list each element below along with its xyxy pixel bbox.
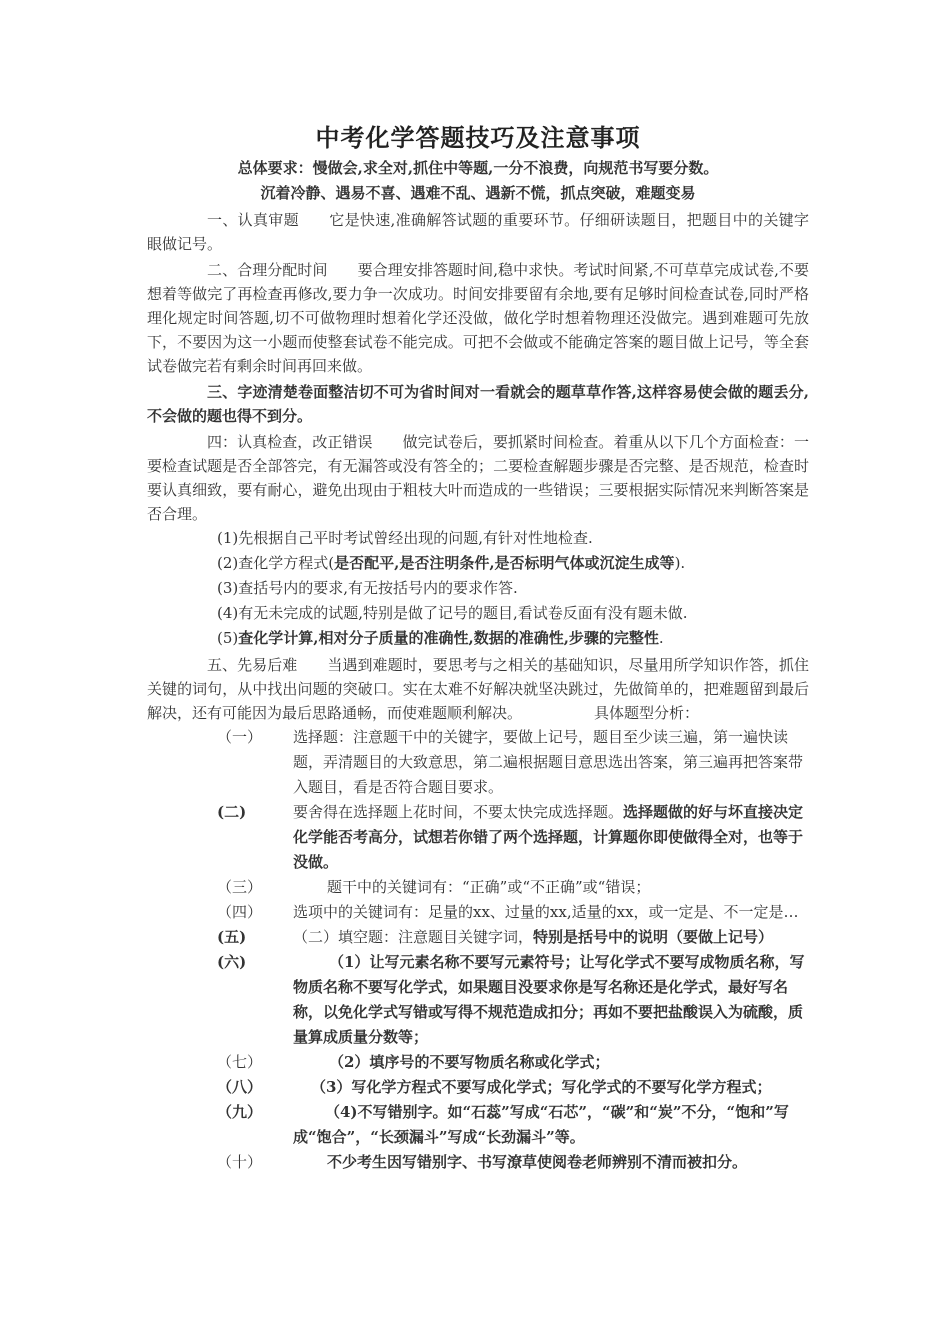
list-item-5 (147, 925, 809, 950)
list-item-number: (六) (217, 953, 247, 971)
list-item-text-body: （4)不写错别字。如“石蕊”写成“石芯”，“碳”和“炭”不分，“饱和”写成“饱合”，“长颈漏斗”写成“长劲漏斗”等。 (293, 1103, 789, 1146)
check-item-2 (147, 551, 809, 576)
list-item-text: 题干中的关键词有：“正确”或“不正确”或“错误； (327, 878, 651, 896)
section-2-heading: 二、合理分配时间 (207, 261, 328, 279)
section-5-heading: 五、先易后难 (207, 656, 298, 674)
list-item-number: （四） (217, 903, 263, 921)
list-item-3 (147, 875, 809, 900)
list-item-number: （十） (217, 1153, 263, 1171)
list-item-number: （七） (217, 1053, 263, 1071)
check-item-5-prefix: (5) (217, 629, 239, 647)
list-item-2 (147, 800, 809, 875)
section-5 (147, 653, 809, 725)
list-item-text-bold: 让写元素名称不要写元素符号；让写化学式不要写成物质名称，写物质名称不要写化学式，如果题目没要求你是写名称还是化学式，最好写名称，以免化学式写错或写得不规范造成扣分；再如不要把盐酸误入为硫酸，质量算成质量分数等； (293, 953, 805, 1046)
list-item-text: （2）填序号的不要写物质名称或化学式； (329, 1053, 610, 1071)
section-5-text: 当遇到难题时，要思考与之相关的基础知识，尽量用所学知识作答，抓住关键的词句，从中找出问题的突破口。实在太难不好解决就坚决跳过，先做简单的，把难题留到最后解决，还有可能因为最后思路通畅，而使难题顺利解决。 (147, 656, 809, 722)
list-item-text (293, 950, 809, 1050)
check-item-3: (3)查括号内的要求,有无按括号内的要求作答. (217, 579, 518, 597)
section-3: 三、字迹清楚卷面整洁切不可为省时间对一看就会的题草草作答,这样容易使会做的题丢分,不会做的题也得不到分。 (147, 383, 809, 425)
list-item-text-bold: 特别是括号中的说明（要做上记号） (533, 928, 774, 946)
list-item-text-prefix: （1） (329, 953, 370, 971)
list-item-number: (五) (217, 928, 247, 946)
list-item-text: 选项中的关键词有：足量的xx、过量的xx,适量的xx，或一定是、不一定是… (293, 903, 799, 921)
document-body (147, 120, 809, 1175)
list-item-number: （八） (217, 1078, 263, 1096)
section-4-text: 做完试卷后，要抓紧时间检查。着重从以下几个方面检查：一要检查试题是否全部答完，有无漏答或没有答全的；二要检查解题步骤是否完整、是否规范，检查时要认真细致，要有耐心，避免出现由于粗枝大叶而造成的一些错误；三要根据实际情况来判断答案是否合理。 (147, 433, 809, 523)
list-item-text (293, 800, 809, 875)
list-item-9 (147, 1100, 809, 1150)
list-item-number: （一） (217, 728, 263, 746)
list-item-number: （九） (217, 1103, 263, 1121)
check-item-2-bold: 是否配平,是否注明条件,是否标明气体或沉淀生成等 (334, 554, 675, 572)
section-5-tail: 具体题型分析： (594, 704, 700, 722)
section-2 (147, 258, 809, 378)
list-item-text (293, 1100, 809, 1150)
list-item-text: （3）写化学方程式不要写成化学式；写化学式的不要写化学方程式； (311, 1078, 772, 1096)
check-item-4: (4)有无未完成的试题,特别是做了记号的题目,看试卷反面有没有题未做. (217, 604, 688, 622)
check-item-2-prefix: (2)查化学方程式( (217, 554, 335, 572)
page-title: 中考化学答题技巧及注意事项 (315, 123, 641, 152)
list-item-6 (147, 950, 809, 1050)
check-item-2-suffix: ). (674, 554, 686, 572)
section-4 (147, 430, 809, 526)
section-1-text: 它是快速,准确解答试题的重要环节。仔细研读题目，把题目中的关键字眼做记号。 (147, 211, 809, 253)
section-1 (147, 208, 809, 256)
list-item-1 (147, 725, 809, 800)
list-item-text: 不少考生因写错别字、书写潦草使阅卷老师辨别不清而被扣分。 (327, 1153, 748, 1171)
list-item-text: 选择题：注意题干中的关键字，要做上记号，题目至少读三遍，第一遍快读题，弄清题目的大致意思，第二遍根据题目意思选出答案，第三遍再把答案带入题目，看是否符合题目要求。 (293, 728, 804, 796)
list-item-text (293, 925, 809, 950)
section-2-text: 要合理安排答题时间,稳中求快。考试时间紧,不可草草完成试卷,不要想着等做完了再检查再修改,要力争一次成功。时间安排要留有余地,要有足够时间检查试卷,同时严格理化规定时间答题,切不可做物理时想着化学还没做，做化学时想着物理还没做完。遇到难题可先放下，不要因为这一小题而使整套试卷不能完成。可把不会做或不能确定答案的题目做上记号，等全套试卷做完若有剩余时间再回来做。 (147, 261, 809, 375)
motto-line: 沉着冷静、遇易不喜、遇难不乱、遇新不慌，抓点突破，难题变易 (260, 184, 696, 202)
list-item-number: (二) (217, 803, 247, 821)
list-item-text-bold: 选择题做的好与坏直接决定化学能否考高分，试想若你错了两个选择题，计算题你即使做得全对，也等于没做。 (293, 803, 804, 871)
list-item-text-plain: 要舍得在选择题上花时间，不要太快完成选择题。 (293, 803, 624, 821)
check-item-5-bold: 查化学计算,相对分子质量的准确性,数据的准确性,步骤的完整性 (238, 629, 659, 647)
check-item-1: (1)先根据自己平时考试曾经出现的问题,有针对性地检查. (217, 529, 593, 547)
list-item-number: （三） (217, 878, 263, 896)
check-item-5 (147, 626, 809, 651)
list-item-text-plain: （二）填空题：注意题目关键字词， (293, 928, 534, 946)
summary-line: 总体要求：慢做会,求全对,抓住中等题,一分不浪费，向规范书写要分数。 (237, 159, 719, 177)
section-1-heading: 一、认真审题 (207, 211, 299, 229)
list-item-7 (147, 1050, 809, 1075)
list-item-8 (147, 1075, 809, 1100)
check-item-5-suffix: . (658, 629, 664, 647)
list-item-4 (147, 900, 809, 925)
section-4-heading: 四：认真检查，改正错误 (207, 433, 373, 451)
list-item-10 (147, 1150, 809, 1175)
